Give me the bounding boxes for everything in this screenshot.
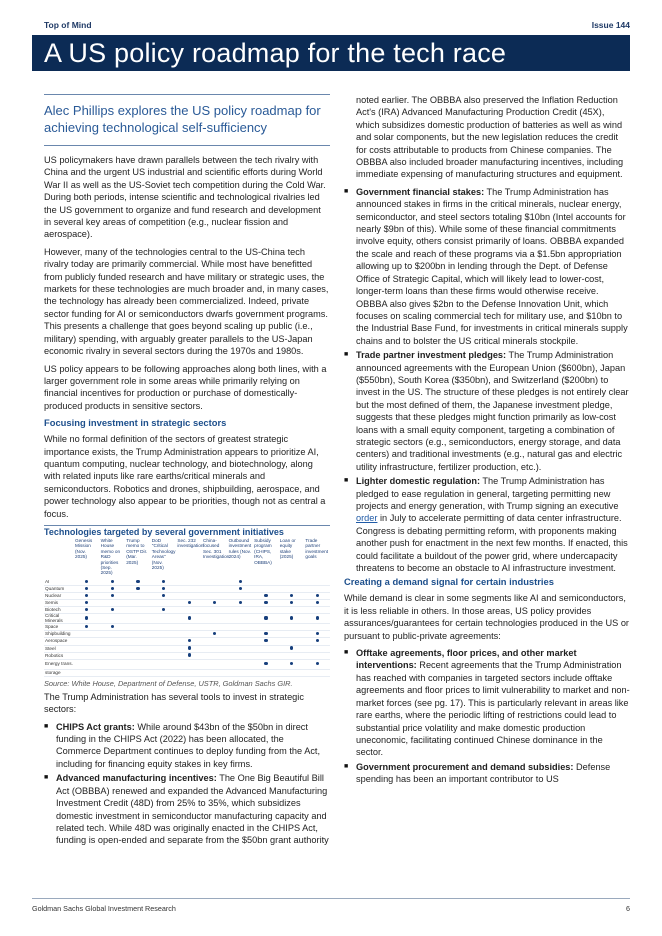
bullet-text: The One Big Beautiful Bill Act (OBBBA) renewed and expanded the Advanced Manufacturing Investment Credit (48D) from 25% to 35%, which subsidizes domestic investment in semiconductor manufacturing capacity and related tech. While 48D was originally enacted in the CHIPS Act, funding is open-ended and separate from the $50bn grant authority bbox=[56, 773, 329, 846]
paragraph: While no formal definition of the sectors of greatest strategic importance exists, the Trump Administration appears to prioritize AI, quantum computing, nuclear technology, and biotechnology, along with related inputs like rare earths/critical minerals and semiconductors. Robotics and drones, shipbuilding, aerospace, and power technology also appear to be priorities, though not as central a focus. bbox=[44, 434, 326, 519]
table-cell bbox=[125, 652, 151, 659]
table-cell bbox=[228, 593, 254, 600]
table-cell bbox=[202, 585, 228, 592]
table-cell bbox=[100, 593, 126, 600]
bullet-title: Lighter domestic regulation: bbox=[356, 476, 481, 487]
title-banner bbox=[32, 35, 630, 71]
paragraph: The Trump Administration has several tools to invest in strategic sectors: bbox=[44, 691, 304, 715]
table-cell bbox=[279, 585, 305, 592]
table-cell bbox=[100, 607, 126, 614]
bullet-title: CHIPS Act grants: bbox=[56, 721, 135, 732]
bullet-dot-icon bbox=[239, 601, 242, 604]
right-column bbox=[344, 94, 630, 788]
table-row-label: AI bbox=[44, 579, 74, 586]
bullet-list bbox=[344, 647, 630, 785]
table-body bbox=[44, 579, 330, 677]
table-cell bbox=[74, 631, 100, 638]
table-row-label: Semis bbox=[44, 600, 74, 607]
table-cell bbox=[176, 593, 202, 600]
bullet-dot-icon bbox=[111, 594, 114, 597]
intro-heading: Alec Phillips explores the US policy roadmap for achieving technological self-sufficiency bbox=[44, 103, 321, 135]
table-row-label: Quantum bbox=[44, 585, 74, 592]
table-column-header: DoD "Critical Technology Areas" (Nov. 2025) bbox=[151, 537, 176, 570]
paragraph: While demand is clear in some segments like AI and semiconductors, it is less reliable in others. In those areas, US policy provides assurances/guarantees for certain technologies produced in the US or pursuant to public-private agreements: bbox=[344, 593, 629, 641]
bullet-dot-icon bbox=[85, 608, 88, 611]
table-cell bbox=[202, 607, 228, 614]
table-cell bbox=[151, 669, 177, 676]
table-cell bbox=[125, 631, 151, 638]
table-cell bbox=[100, 614, 126, 624]
table-column-header: Trump memo to OSTP Dir. (Mar. 2025) bbox=[126, 537, 148, 565]
table-cell bbox=[253, 624, 279, 631]
list-item bbox=[344, 475, 630, 574]
bullet-text: Recent agreements that the Trump Administration has reached with companies in targeted sectors include offtake agreements and floor prices to limit vulnerability to market and non-market forces (see pg. 17). This is particularly relevant in areas like rare earths, where the periodic lifting of restrictions could lead to substantial price volatility and make domestic production uneconomic, facilitating continued Chinese dominance in the sector. bbox=[356, 660, 630, 758]
table-cell bbox=[253, 631, 279, 638]
table-cell bbox=[176, 585, 202, 592]
table-cell bbox=[228, 659, 254, 669]
table-cell bbox=[304, 659, 330, 669]
table-cell bbox=[125, 669, 151, 676]
table-row-label: storage bbox=[44, 669, 74, 676]
table-cell bbox=[151, 579, 177, 586]
table-cell bbox=[253, 652, 279, 659]
table-cell bbox=[151, 600, 177, 607]
table-cell bbox=[279, 593, 305, 600]
technology-table bbox=[44, 538, 330, 677]
table-cell bbox=[74, 652, 100, 659]
table-cell bbox=[228, 579, 254, 586]
table-cell bbox=[74, 659, 100, 669]
table-cell bbox=[125, 659, 151, 669]
bullet-list bbox=[44, 721, 330, 847]
table-cell bbox=[100, 652, 126, 659]
left-column bbox=[44, 94, 330, 849]
bullet-dot-icon bbox=[239, 587, 242, 590]
bullet-dot-icon bbox=[85, 616, 88, 619]
table-cell bbox=[100, 579, 126, 586]
table-cell bbox=[202, 579, 228, 586]
table-row bbox=[44, 624, 330, 631]
table-cell bbox=[74, 669, 100, 676]
bullet-dot-icon bbox=[264, 594, 267, 597]
table-cell bbox=[202, 652, 228, 659]
paragraph: US policy appears to be following approaches along both lines, with a larger government role in some areas while primarily relying on financial incentives for production or purchase of domestically-produced products in sensitive sectors. bbox=[44, 363, 327, 411]
bullet-list bbox=[344, 186, 630, 575]
bullet-title: Government financial stakes: bbox=[356, 186, 485, 197]
table-row bbox=[44, 600, 330, 607]
table-cell bbox=[304, 669, 330, 676]
paragraph: noted earlier. The OBBBA also preserved the Inflation Reduction Act's (IRA) Advanced Manufacturing Production Credit (45X), which subsidizes domestic production of batteries as well as wind and solar components, but the new legislation reduces the credit for costs attributable to products from Chinese companies. The OBBBA also included broader manufacturing incentives, including immediate expensing of manufacturing structures and equipment. bbox=[356, 95, 624, 180]
table-row-label: Aerospace bbox=[44, 638, 74, 645]
bullet-text: The Trump Administration has announced stakes in firms in the critical minerals, nuclear energy, semiconductor, and steel sectors totaling $10bn (Intel accounts for nearly $9bn of this). While some of these financial commitments involve equity, others consist primarily of loans. OBBBA expanded the scale and reach of these programs via a $1.5bn appropriation allowing up to $200bn in lending through the Dept. of Defense Office of Strategic Capital, which will likely lead to lower-cost, longer-term loans than these firms would otherwise receive. OBBBA also gives $2bn to the Defense Innovation Unit, which focuses on scaling commercial tech for military use, and $10bn to the Industrial Base Fund, for investments in critical minerals supply chains and to bolster the US critical minerals stockpile. bbox=[356, 186, 628, 346]
table-cell bbox=[151, 585, 177, 592]
table-cell bbox=[304, 652, 330, 659]
table-cell bbox=[253, 607, 279, 614]
table-cell bbox=[100, 659, 126, 669]
section-label: Top of Mind bbox=[44, 20, 92, 30]
bullet-dot-icon bbox=[136, 580, 139, 583]
table-cell bbox=[100, 669, 126, 676]
bullet-dot-icon bbox=[290, 616, 293, 619]
table-cell bbox=[279, 638, 305, 645]
table-cell bbox=[151, 638, 177, 645]
bullet-dot-icon bbox=[290, 594, 293, 597]
list-item bbox=[344, 186, 630, 347]
bullet-text: The Trump Administration has pledged to ease regulation in general, targeting permitting new projects and energy generation, with Trump signing an executive bbox=[356, 476, 619, 511]
table-cell bbox=[253, 614, 279, 624]
bullet-dot-icon bbox=[85, 580, 88, 583]
bullet-dot-icon bbox=[316, 662, 319, 665]
bullet-dot-icon bbox=[316, 639, 319, 642]
table-row-label: Energy trans. bbox=[44, 659, 74, 669]
table-cell bbox=[279, 600, 305, 607]
table-row-label: Space bbox=[44, 624, 74, 631]
table-header-row bbox=[44, 538, 330, 579]
table-column-header: Subsidy program (CHIPS, IRA, OBBBA) bbox=[254, 537, 272, 565]
table-cell bbox=[151, 659, 177, 669]
table-cell bbox=[279, 624, 305, 631]
table-cell bbox=[228, 652, 254, 659]
bullet-title: Trade partner investment pledges: bbox=[356, 350, 507, 361]
table-cell bbox=[253, 585, 279, 592]
bullet-dot-icon bbox=[213, 601, 216, 604]
table-column-header: Trade partner investment goals bbox=[305, 537, 329, 560]
table-cell bbox=[279, 669, 305, 676]
table-cell bbox=[176, 600, 202, 607]
table-cell bbox=[228, 624, 254, 631]
paragraph: However, many of the technologies central to the US-China tech rivalry today are primarily commercial. While most have benefitted from publicly funded research and have military or strategic uses, the markets for these technologies are much broader and, in many cases, the technology has already been commercialized. Indeed, private sector funding for AI or semiconductors dwarfs government programs. This presents a challenge that goes beyond scaling up public (i.e., military) spending, with arguably greater parallels to the US-Japan economic rivalry in several sectors during the 1970s and 1980s. bbox=[44, 246, 329, 357]
bullet-dot-icon bbox=[316, 632, 319, 635]
table-row bbox=[44, 585, 330, 592]
table-cell bbox=[253, 669, 279, 676]
table-cell bbox=[125, 614, 151, 624]
table-cell bbox=[100, 631, 126, 638]
table-cell bbox=[151, 631, 177, 638]
table-cell bbox=[202, 624, 228, 631]
bullet-dot-icon bbox=[316, 594, 319, 597]
table-cell bbox=[279, 607, 305, 614]
table-cell bbox=[125, 638, 151, 645]
table-cell bbox=[279, 645, 305, 652]
table-cell bbox=[228, 607, 254, 614]
bullet-dot-icon bbox=[162, 580, 165, 583]
table-cell bbox=[74, 593, 100, 600]
bullet-dot-icon bbox=[111, 608, 114, 611]
table-cell bbox=[100, 638, 126, 645]
table-row-label: Steel bbox=[44, 645, 74, 652]
page-header bbox=[44, 20, 630, 34]
table-cell bbox=[151, 624, 177, 631]
table-cell bbox=[151, 593, 177, 600]
footer-label: Goldman Sachs Global Investment Research bbox=[32, 904, 176, 913]
table-cell bbox=[228, 645, 254, 652]
table-cell bbox=[279, 614, 305, 624]
table-cell bbox=[304, 579, 330, 586]
table-cell bbox=[176, 645, 202, 652]
bullet-dot-icon bbox=[136, 587, 139, 590]
table-cell bbox=[151, 652, 177, 659]
bullet-dot-icon bbox=[162, 594, 165, 597]
bullet-dot-icon bbox=[213, 632, 216, 635]
bullet-dot-icon bbox=[264, 632, 267, 635]
issue-label: Issue 144 bbox=[591, 20, 630, 30]
table-cell bbox=[228, 600, 254, 607]
table-cell bbox=[74, 585, 100, 592]
table-cell bbox=[279, 631, 305, 638]
table-cell bbox=[74, 600, 100, 607]
table-cell bbox=[304, 607, 330, 614]
table-cell bbox=[304, 585, 330, 592]
table-cell bbox=[176, 614, 202, 624]
table-row bbox=[44, 652, 330, 659]
bullet-dot-icon bbox=[162, 587, 165, 590]
page-number: 6 bbox=[626, 904, 630, 913]
table-cell bbox=[253, 659, 279, 669]
table-cell bbox=[176, 638, 202, 645]
table-cell bbox=[151, 607, 177, 614]
table-cell bbox=[176, 579, 202, 586]
paragraph: US policymakers have drawn parallels between the tech rivalry with China and the urgent US industrial and scientific efforts during World War II as well as the US-Soviet tech competition during the Cold War. During both periods, intense scientific and technological rivalries led the US government to organize and fund research and development in several key areas of competition (e.g., nuclear fission and aerospace). bbox=[44, 155, 326, 240]
bullet-text: Defense spending has been an important contributor to US bbox=[356, 761, 611, 785]
table-title: Technologies targeted by several government initiatives bbox=[44, 525, 330, 537]
bullet-title: Offtake agreements, floor prices, and other market interventions: bbox=[356, 648, 577, 671]
table-cell bbox=[100, 624, 126, 631]
table-cell bbox=[100, 585, 126, 592]
executive-order-link[interactable]: order bbox=[356, 513, 378, 524]
table-row bbox=[44, 579, 330, 586]
table-cell bbox=[125, 579, 151, 586]
section-heading: Creating a demand signal for certain industries bbox=[344, 576, 554, 588]
table-row bbox=[44, 614, 330, 624]
list-item bbox=[44, 772, 330, 846]
table-column-header: Outbound investment rules (Nov. 2024) bbox=[228, 537, 252, 560]
bullet-dot-icon bbox=[264, 601, 267, 604]
bullet-dot-icon bbox=[316, 601, 319, 604]
table-column-header: Sec. 232 investigation bbox=[177, 537, 204, 549]
table-cell bbox=[176, 631, 202, 638]
table-cell bbox=[253, 638, 279, 645]
table-row-label: Shipbuilding bbox=[44, 631, 74, 638]
table-cell bbox=[151, 614, 177, 624]
table-cell bbox=[125, 607, 151, 614]
bullet-dot-icon bbox=[290, 601, 293, 604]
table-cell bbox=[202, 600, 228, 607]
table-row bbox=[44, 645, 330, 652]
table-cell bbox=[228, 614, 254, 624]
bullet-dot-icon bbox=[264, 662, 267, 665]
table-row-label: Critical Minerals bbox=[44, 614, 74, 624]
table-cell bbox=[100, 600, 126, 607]
section-heading: Focusing investment in strategic sectors bbox=[44, 417, 227, 429]
table-cell bbox=[125, 624, 151, 631]
bullet-dot-icon bbox=[85, 601, 88, 604]
table-cell bbox=[202, 659, 228, 669]
bullet-dot-icon bbox=[85, 594, 88, 597]
bullet-dot-icon bbox=[85, 625, 88, 628]
table-cell bbox=[279, 652, 305, 659]
bullet-dot-icon bbox=[188, 639, 191, 642]
page-footer bbox=[32, 898, 630, 913]
page-title: A US policy roadmap for the tech race bbox=[44, 38, 507, 68]
table-cell bbox=[253, 593, 279, 600]
bullet-text: The Trump Administration announced agreements with the European Union ($600bn), Japan ($550bn), South Korea ($350bn), and Switzerland ($200bn) to invest in the US. The structure of these pledges is not entirely clear but the most defined of them, the Japanese investment pledge, suggests that these pledges might function primarily as low-cost loans with a small equity component, targeting a combination of strategic sectors (e.g., semiconductors, energy storage, and data centers) and traditional investments (e.g., natural gas and electric utility infrastructure, fertilizer production, etc.). bbox=[356, 350, 629, 472]
table-cell bbox=[202, 638, 228, 645]
table-cell bbox=[125, 593, 151, 600]
table-column-header: White House memo on R&D priorities (Sep. 2025) bbox=[100, 537, 121, 576]
table-cell bbox=[304, 645, 330, 652]
bullet-dot-icon bbox=[316, 616, 319, 619]
bullet-text: While around $43bn of the $50bn in direct funding in the CHIPS Act (2022) has been allocated, the Commerce Department continues to deploy funding from the Act, including for financing equity stakes in key firms. bbox=[56, 721, 321, 769]
table-cell bbox=[176, 624, 202, 631]
table-cell bbox=[74, 579, 100, 586]
table-cell bbox=[253, 579, 279, 586]
list-item bbox=[44, 721, 330, 771]
table-cell bbox=[176, 607, 202, 614]
bullet-text: in July to accelerate permitting of data center infrastructure. Congress is debating permitting reform, with proponents making another push for enactment in the next few months. If enacted, this could facilitate a buildout of the power grid, where undercapacity threatens to become an obstacle to AI infrastructure investment. bbox=[356, 513, 628, 574]
table-row bbox=[44, 607, 330, 614]
table-row-label: Robotics bbox=[44, 652, 74, 659]
bullet-dot-icon bbox=[85, 587, 88, 590]
list-item bbox=[344, 647, 630, 759]
table-row-label: Nuclear bbox=[44, 593, 74, 600]
table-cell bbox=[202, 593, 228, 600]
table-column-header: China-focused Sec. 301 Investigation bbox=[202, 537, 230, 560]
table-column-header: Loan or equity stake (2025) bbox=[279, 537, 296, 560]
table-cell bbox=[74, 624, 100, 631]
bullet-dot-icon bbox=[111, 580, 114, 583]
bullet-dot-icon bbox=[264, 616, 267, 619]
bullet-dot-icon bbox=[188, 653, 191, 656]
table-cell bbox=[176, 652, 202, 659]
table-cell bbox=[253, 600, 279, 607]
table-cell bbox=[202, 614, 228, 624]
table-row-label: Biotech bbox=[44, 607, 74, 614]
table-cell bbox=[74, 607, 100, 614]
table-cell bbox=[279, 579, 305, 586]
table-cell bbox=[202, 645, 228, 652]
table-cell bbox=[100, 645, 126, 652]
table-row bbox=[44, 631, 330, 638]
table-cell bbox=[125, 645, 151, 652]
table-cell bbox=[304, 624, 330, 631]
table-cell bbox=[125, 585, 151, 592]
list-item bbox=[344, 349, 630, 473]
bullet-dot-icon bbox=[111, 587, 114, 590]
table-cell bbox=[202, 631, 228, 638]
intro-box bbox=[44, 94, 330, 146]
table-cell bbox=[74, 638, 100, 645]
bullet-dot-icon bbox=[290, 662, 293, 665]
table-row bbox=[44, 669, 330, 676]
table-row bbox=[44, 638, 330, 645]
bullet-dot-icon bbox=[188, 616, 191, 619]
table-cell bbox=[279, 659, 305, 669]
table-cell bbox=[74, 614, 100, 624]
bullet-title: Advanced manufacturing incentives: bbox=[56, 773, 217, 784]
table-row bbox=[44, 659, 330, 669]
list-item bbox=[344, 761, 630, 786]
table-cell bbox=[176, 659, 202, 669]
bullet-dot-icon bbox=[264, 639, 267, 642]
bullet-dot-icon bbox=[188, 646, 191, 649]
table-cell bbox=[228, 669, 254, 676]
table-corner bbox=[44, 538, 74, 579]
table-row bbox=[44, 593, 330, 600]
bullet-dot-icon bbox=[239, 580, 242, 583]
table-source: Source: White House, Department of Defense, USTR, Goldman Sachs GIR. bbox=[44, 678, 293, 688]
table-cell bbox=[125, 600, 151, 607]
bullet-title: Government procurement and demand subsidies: bbox=[356, 761, 574, 772]
table-cell bbox=[228, 585, 254, 592]
table-cell bbox=[151, 645, 177, 652]
bullet-dot-icon bbox=[162, 608, 165, 611]
table-cell bbox=[304, 600, 330, 607]
bullet-dot-icon bbox=[111, 625, 114, 628]
table-cell bbox=[228, 638, 254, 645]
table-cell bbox=[304, 593, 330, 600]
table-cell bbox=[228, 631, 254, 638]
table-cell bbox=[74, 645, 100, 652]
table-cell bbox=[202, 669, 228, 676]
table-cell bbox=[253, 645, 279, 652]
table-cell bbox=[304, 631, 330, 638]
bullet-dot-icon bbox=[290, 646, 293, 649]
table-column-header: Genesis Mission (Nov. 2025) bbox=[75, 537, 93, 560]
table-cell bbox=[304, 638, 330, 645]
bullet-dot-icon bbox=[188, 601, 191, 604]
table-cell bbox=[176, 669, 202, 676]
table-cell bbox=[304, 614, 330, 624]
